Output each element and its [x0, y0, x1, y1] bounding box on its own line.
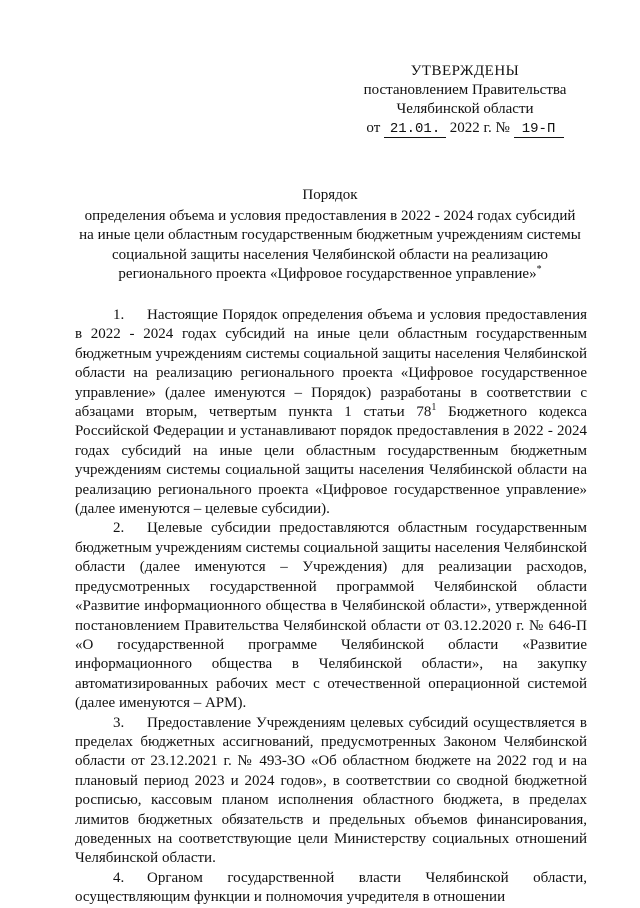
paragraph-2 [75, 519, 587, 713]
subtitle-line-4 [60, 265, 600, 285]
paragraph-number: 2. [113, 520, 125, 537]
superscript: 1 [431, 402, 437, 414]
paragraph-3 [75, 714, 587, 869]
paragraph-text-part2: Бюджетного кодекса Российской Федерации и устанавливают порядок предоставления в 2022 - 2024 годах субсидий на иные цели областным государственным бюджетным учреждениям системы социальной защиты населения Челябинской области на реализацию регионального проекта «Цифровое государственное управление» (далее именуются – целевые субсидии). [75, 404, 588, 518]
approval-line-2: Челябинской области [396, 101, 534, 117]
approval-date-line [360, 119, 570, 138]
subtitle-line-4-text: регионального проекта «Цифровое государственное управление» [118, 266, 537, 282]
paragraph-text: Предоставление Учреждениям целевых субсидий осуществляется в пределах бюджетных ассигнований, предусмотренных Законом Челябинской области от 23.12.2021 г. № 493-ЗО «Об областном бюджете на 2022 год и на плановый период 2023 и 2024 годов», в соответствии со сводной бюджетной росписью, кассовым планом исполнения областного бюджета, в пределах лимитов бюджетных обязательств и предельных объемов финансирования, доведенных на соответствующие цели Министерству социальных отношений Челябинской области. [75, 714, 587, 867]
paragraph-4 [75, 869, 587, 908]
document-title: Порядок [302, 187, 358, 203]
paragraph-number: 1. [113, 307, 125, 323]
approved-heading: УТВЕРЖДЕНЫ [410, 63, 520, 79]
date-prefix: от [366, 120, 381, 136]
date-value: 21.01. [384, 121, 446, 138]
subtitle-line-2: на иные цели областным государственным бюджетным учреждениям системы [79, 227, 581, 243]
paragraph-text-part1: Настоящие Порядок определения объема и условия предоставления в 2022 - 2024 годах субсидий на иные цели областным государственным бюджетным учреждениям системы социальной защиты населения Челябинской области на реализацию регионального проекта «Цифровое государственное управление» (далее именуются – Порядок) разработаны в соответствии с абзацами вторым, четвертым пункта 1 статьи 78 [75, 307, 587, 421]
title-block [60, 186, 600, 285]
paragraph-text: Органом государственной власти Челябинской области, осуществляющим функции и полномочия учредителя в отношении [75, 869, 587, 906]
approval-line-1: постановлением Правительства [363, 82, 567, 98]
paragraph-number: 3. [113, 714, 125, 731]
subtitle-line-1: определения объема и условия предоставления в 2022 - 2024 годах субсидий [84, 207, 576, 224]
approval-block [360, 62, 570, 138]
paragraph-1 [75, 306, 587, 519]
paragraph-number: 4. [113, 869, 125, 886]
subtitle-line-3: социальной защиты населения Челябинской области на реализацию [112, 246, 548, 263]
footnote-mark: * [536, 264, 542, 275]
paragraph-text: Целевые субсидии предоставляются областным государственным бюджетным учреждениям системы социальной защиты населения Челябинской области (далее именуются – Учреждения) для реализации расходов, предусмотренных государственной программой Челябинской области «Развитие информационного общества в Челябинской области», утвержденной постановлением Правительства Челябинской области от 03.12.2020 г. № 646-П «О государственной программе Челябинской области «Развитие информационного общества в Челябинской области», на закупку автоматизированных рабочих мест с отечественной операционной системой (далее именуются – АРМ). [75, 520, 587, 712]
year-text: 2022 г. № [449, 120, 510, 136]
body-text [75, 306, 587, 908]
decree-number: 19-П [514, 121, 564, 138]
